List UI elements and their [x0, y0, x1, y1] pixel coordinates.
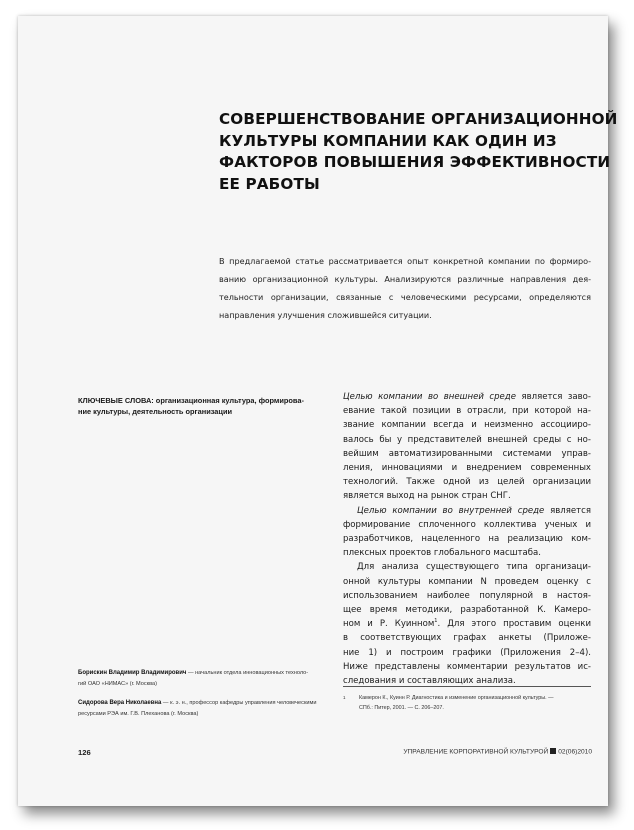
abstract-line: В предлагаемой статье рассматривается опыт конкретной компании по формиро-: [219, 256, 591, 266]
abstract-line: направления улучшения сложившейся ситуации.: [219, 310, 432, 320]
abstract-line: тельности организации, связанные с человеческими ресурсами, определяются: [219, 292, 591, 302]
author-affiliation: ресурсами РЭА им. Г.В. Плеханова (г. Москва): [78, 710, 199, 717]
emphasis-text: Целью компании во внешней среде: [343, 392, 516, 402]
body-line: онной культуры компании N проведем оценку с: [343, 576, 591, 587]
body-line: технологий. Также одной из целей организации: [343, 477, 591, 488]
author-info: [78, 668, 338, 689]
emphasis-text: Целью компании во внутренней среде: [357, 505, 545, 516]
body-line: Целью компании во внутренней среде является: [357, 505, 591, 516]
footnote-text: Камерон К., Куинн Р. Диагностика и изменение организационной культуры. —: [359, 695, 554, 701]
body-line: использованием наиболее популярной в настоя-: [343, 590, 591, 601]
body-line: вейшим автоматизированными системами управ-: [343, 448, 591, 459]
author-affiliation: — начальник отдела инновационных техноло-: [186, 670, 309, 676]
body-line: ления, инновациями и внедрением современных: [343, 463, 591, 474]
footnote-text: СПб.: Питер, 2001. — С. 206–207.: [359, 705, 444, 711]
issue-number: 02(06)2010: [558, 748, 592, 756]
abstract-line: ванию организационной культуры. Анализируются различные направления дея-: [219, 274, 591, 284]
author-affiliation: — к. э. н., профессор кафедры управления человеческими: [161, 700, 317, 706]
body-line: щее время методики, разработанной К. Камеро-: [343, 605, 591, 616]
title-line: ФАКТОРОВ ПОВЫШЕНИЯ ЭФФЕКТИВНОСТИ: [219, 153, 611, 171]
body-text-column: [343, 390, 591, 688]
title-line: СОВЕРШЕНСТВОВАНИЕ ОРГАНИЗАЦИОННОЙ: [219, 110, 618, 128]
keywords-block: [78, 395, 328, 417]
title-line: КУЛЬТУРЫ КОМПАНИИ КАК ОДИН ИЗ: [219, 131, 557, 150]
author-name: Сидорова Вера Николаевна: [78, 700, 162, 706]
body-line: Целью компании во внешней среде является заво-: [343, 392, 591, 402]
author-info: [78, 698, 338, 719]
page-number: 126: [78, 748, 91, 757]
footnote-reference[interactable]: 1: [434, 618, 438, 625]
title-line: ЕЕ РАБОТЫ: [219, 174, 320, 193]
body-line: Для анализа существующего типа организаци-: [357, 562, 591, 573]
body-line: в соответствующих графах анкеты (Приложе-: [343, 633, 591, 644]
journal-name: УПРАВЛЕНИЕ КОРПОРАТИВНОЙ КУЛЬТУРОЙ: [403, 748, 549, 756]
author-affiliation: гий ОАО «НИМАС» (г. Москва): [78, 680, 158, 687]
body-line: разработчиков, нацеленного на реализацию ком-: [343, 534, 591, 545]
article-abstract: [219, 252, 591, 324]
running-footer: [403, 748, 592, 756]
body-line: следования и составляющих анализа.: [343, 676, 516, 687]
author-name: Борискин Владимир Владимирович: [78, 670, 187, 676]
square-bullet-icon: [550, 748, 556, 754]
footnote-divider: [343, 686, 591, 687]
body-line: Ниже представлены комментарии результатов ис-: [343, 661, 591, 672]
body-line: формирование сплоченного коллектива ученых и: [343, 519, 591, 530]
body-line: плексных проектов глобального масштаба.: [343, 548, 541, 559]
body-line: ние 1) и построим графики (Приложения 2–4).: [343, 647, 591, 658]
keywords-line: КЛЮЧЕВЫЕ СЛОВА: организационная культура, формирова-: [78, 396, 304, 405]
body-line: ном и Р. Куинном$^1$. Для этого проставим оценки: [343, 618, 591, 630]
keywords-line: ние культуры, деятельность организации: [78, 407, 233, 416]
document-page: [18, 16, 618, 806]
body-line: звание компании всегда и неизменно ассоцииро-: [343, 420, 591, 431]
article-title: [219, 109, 618, 195]
body-line: является выход на рынок стран СНГ.: [343, 491, 511, 502]
footnote: [343, 693, 591, 713]
body-line: валось бы у представителей внешней среды с но-: [343, 434, 591, 445]
footnote-marker: 1: [343, 695, 346, 700]
body-line: евание такой позиции в отрасли, при которой на-: [343, 406, 591, 417]
